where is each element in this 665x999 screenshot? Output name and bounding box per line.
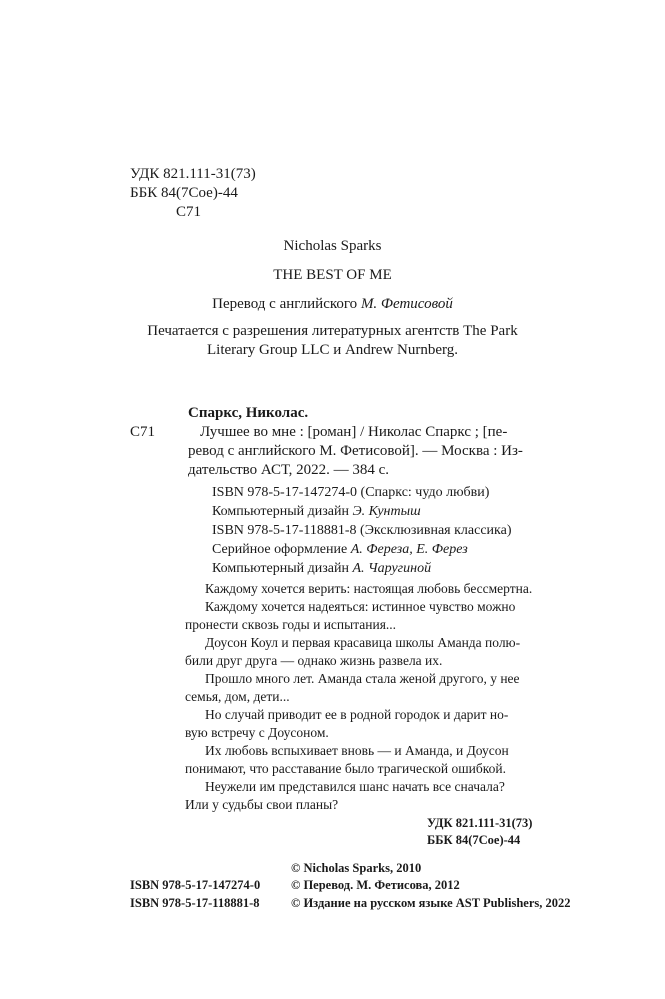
annotation-line: Доусон Коул и первая красавица школы Аманда полю- [205,635,521,650]
biblio-heading: Спаркс, Николас. [188,405,309,421]
annotation-line: Неужели им представился шанс начать все сначала? [205,779,505,794]
biblio-line-1: Лучшее во мне : [роман] / Николас Спаркс ; [пе- [200,424,508,440]
isbn-line-1: ISBN 978-5-17-147274-0 (Спаркс: чудо любви) [212,485,490,500]
annotation-line: Или у судьбы свои планы? [185,797,339,812]
translation-prefix: Перевод с английского [212,296,361,312]
isbn-line-2: ISBN 978-5-17-118881-8 (Эксклюзивная классика) [212,523,512,538]
bbk-code: ББК 84(7Сое)-44 [130,185,238,201]
annotation-line: Но случай приводит ее в родной городок и дарит но- [205,707,509,722]
design-line-2: Компьютерный дизайн А. Чаругиной [212,561,432,576]
biblio-line-3: дательство АСТ, 2022. — 384 с. [188,462,390,478]
annotation [185,580,532,814]
annotation-line: вую встречу с Доусоном. [185,725,329,740]
original-author: Nicholas Sparks [283,238,382,254]
annotation-line: Их любовь вспыхивает вновь — и Аманда, и Доусон [205,743,509,758]
permission-line-1: Печатается с разрешения литературных агентств The Park [147,323,518,339]
annotation-bbk: ББК 84(7Сое)-44 [427,833,521,847]
copyright-translation: © Перевод. М. Фетисова, 2012 [291,878,460,892]
biblio-line-2: ревод с английского М. Фетисовой]. — Москва : Из- [188,443,523,459]
translation-line [0,295,665,314]
annotation-udk: УДК 821.111-31(73) [427,816,533,830]
author-mark: С71 [176,204,202,220]
annotation-line: били друг друга — однако жизнь развела их. [185,653,443,668]
annotation-line: Каждому хочется верить: настоящая любовь бессмертна. [205,581,533,596]
udk-code: УДК 821.111-31(73) [130,166,256,182]
permission-line-2: Literary Group LLC и Andrew Nurnberg. [206,342,458,358]
annotation-line: понимают, что расставание было трагической ошибкой. [185,761,506,776]
design-line-1: Компьютерный дизайн Э. Кунтыш [212,504,421,519]
annotation-line: Каждому хочется надеяться: истинное чувство можно [205,599,516,614]
series-design-line: Серийное оформление А. Фереза, Е. Ферез [212,542,468,557]
annotation-line: Прошло много лет. Аманда стала женой другого, у нее [205,671,520,686]
footer-isbn-1: ISBN 978-5-17-147274-0 [130,878,261,892]
copyright-edition: © Издание на русском языке AST Publishers, 2022 [291,896,571,910]
footer-isbn-2: ISBN 978-5-17-118881-8 [130,896,260,910]
annotation-line: семья, дом, дети... [185,689,290,704]
copyright-author: © Nicholas Sparks, 2010 [291,861,422,875]
annotation-line: пронести сквозь годы и испытания... [185,617,397,632]
biblio-mark: С71 [130,424,156,440]
original-title: THE BEST OF ME [273,267,392,283]
translator-name: М. Фетисовой [360,296,453,312]
